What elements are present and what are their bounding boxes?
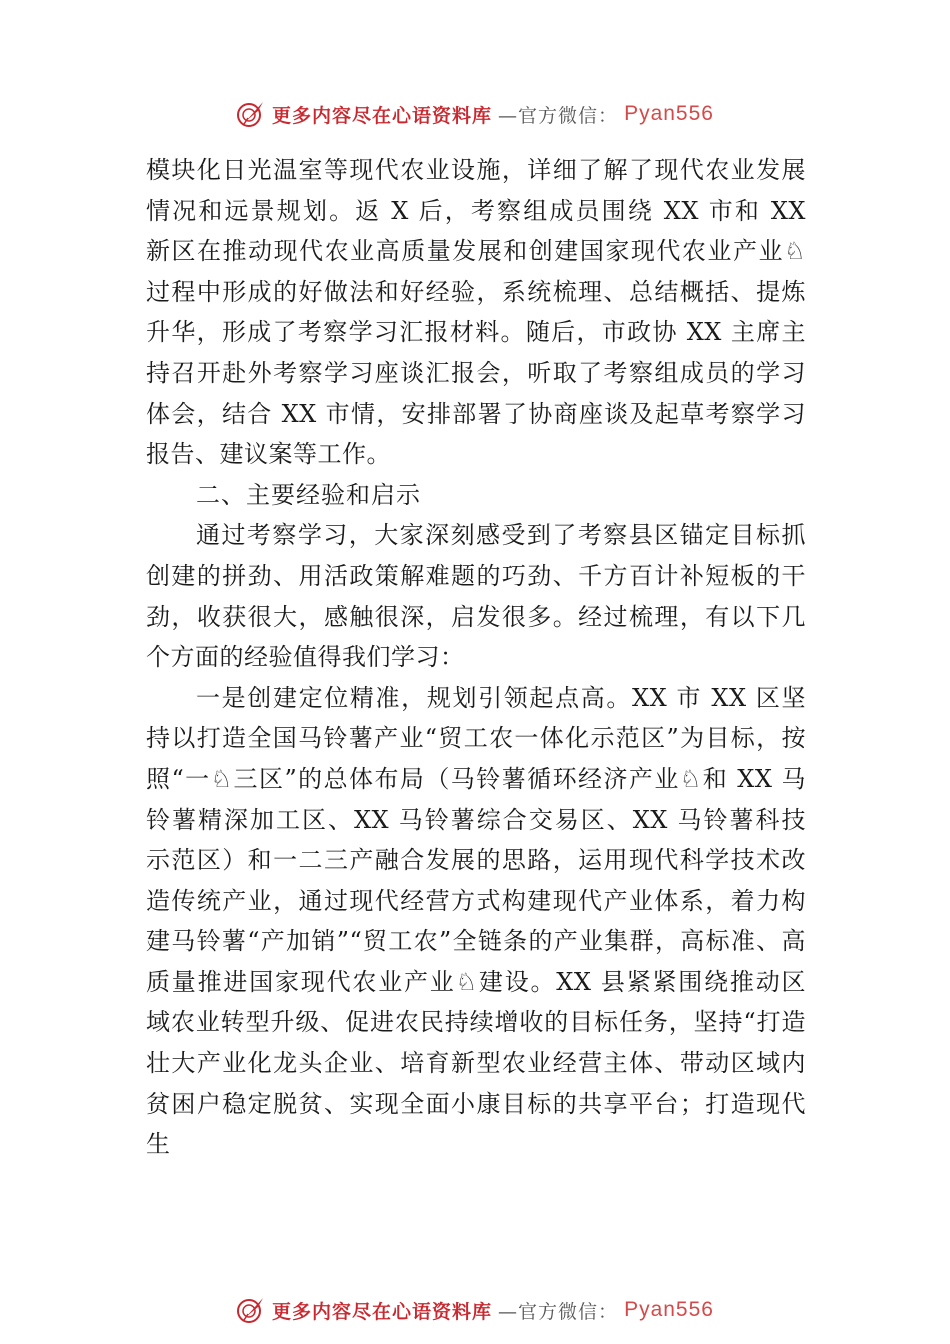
text-line: 铃薯精深加工区、XX 马铃薯综合交易区、XX 马铃薯科技 [146, 805, 806, 834]
banner-wechat-id: Pyan556 [624, 102, 714, 125]
text-line: 报告、建议案等工作。 [146, 440, 391, 469]
text-line: 新区在推动现代农业高质量发展和创建国家现代农业产业♘ [146, 237, 806, 266]
text-line: 个方面的经验值得我们学习： [146, 643, 465, 672]
text-line: 持召开赴外考察学习座谈汇报会，听取了考察组成员的学习 [146, 358, 806, 387]
text-line: 造传统产业，通过现代经营方式构建现代产业体系，着力构 [146, 886, 806, 915]
text-line: 壮大产业化龙头企业、培育新型农业经营主体、带动区域内 [146, 1049, 806, 1078]
text-line: 情况和远景规划。返 X 后，考察组成员围绕 XX 市和 XX [146, 196, 806, 225]
text-line: 贫困户稳定脱贫、实现全面小康目标的共享平台；打造现代 [146, 1089, 806, 1118]
text-line: 域农业转型升级、促进农民持续增收的目标任务，坚持“打造 [146, 1008, 806, 1037]
banner-title: 更多内容尽在心语资料库 [272, 104, 493, 127]
quill-logo-icon [236, 99, 266, 129]
section-heading: 二、主要经验和启示 [196, 480, 421, 509]
banner-wechat-id: Pyan556 [624, 1298, 714, 1321]
text-line: 升华，形成了考察学习汇报材料。随后，市政协 XX 主席主 [146, 318, 806, 347]
text-line: 体会，结合 XX 市情，安排部署了协商座谈及起草考察学习 [146, 399, 806, 428]
text-line: 持以打造全国马铃薯产业“贸工农一体化示范区”为目标，按 [146, 724, 806, 753]
text-line: 模块化日光温室等现代农业设施，详细了解了现代农业发展 [146, 156, 806, 184]
paragraph-2 [146, 515, 806, 677]
banner-wechat-label: —官方微信： [498, 1300, 619, 1323]
header-banner [0, 94, 950, 134]
text-line: 示范区）和一二三产融合发展的思路，运用现代科学技术改 [146, 846, 806, 875]
text-line: 质量推进国家现代农业产业♘建设。XX 县紧紧围绕推动区 [146, 967, 806, 996]
quill-logo-icon [236, 1295, 266, 1325]
text-line: 劲，收获很大，感触很深，启发很多。经过梳理，有以下几 [146, 602, 806, 631]
banner-wechat-label: —官方微信： [498, 104, 619, 127]
text-line: 过程中形成的好做法和好经验，系统梳理、总结概括、提炼 [146, 277, 806, 306]
text-line: 创建的拼劲、用活政策解难题的巧劲、千方百计补短板的干 [146, 561, 806, 590]
text-line: 通过考察学习，大家深刻感受到了考察县区锚定目标抓 [196, 521, 806, 550]
banner-title: 更多内容尽在心语资料库 [272, 1300, 493, 1323]
paragraph-3 [146, 678, 806, 1165]
text-line: 照“一♘三区”的总体布局（马铃薯循环经济产业♘和 XX 马 [146, 764, 806, 793]
document-body [146, 150, 806, 1165]
text-line: 建马铃薯“产加销”“贸工农”全链条的产业集群，高标准、高 [146, 927, 806, 956]
footer-banner [0, 1290, 950, 1330]
text-line: 一是创建定位精准，规划引领起点高。XX 市 XX 区坚 [196, 683, 806, 712]
paragraph-1 [146, 150, 806, 475]
text-line: 生 [146, 1130, 171, 1159]
